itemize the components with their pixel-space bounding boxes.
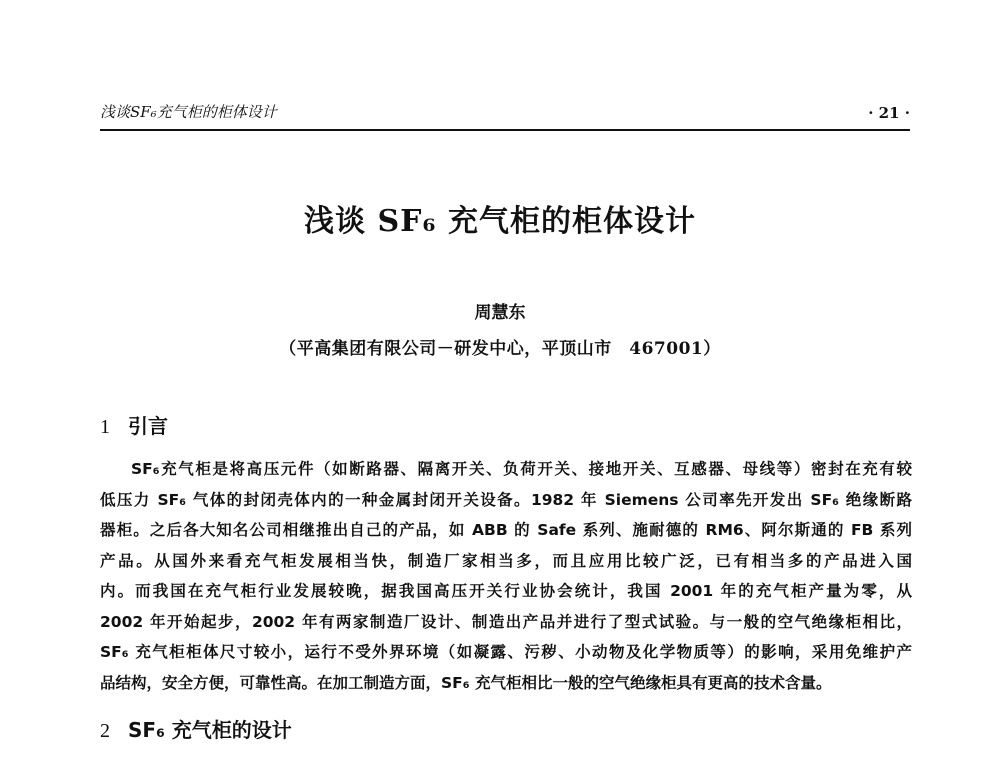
paragraph-line: 低压力 SF₆ 气体的封闭壳体内的一种金属封闭开关设备。1982 年 Siemens 公司率先开发出 SF₆ 绝缘断路	[100, 490, 912, 509]
paragraph-line: 2002 年开始起步，2002 年有两家制造厂设计、制造出产品并进行了型式试验。与一般的空气绝缘柜相比，	[100, 612, 912, 631]
author-name: 周慧东	[474, 303, 526, 323]
section-heading-introduction	[100, 410, 168, 439]
author-affiliation: （平高集团有限公司－研发中心，平顶山市 467001）	[279, 339, 721, 359]
paragraph-line: 器柜。之后各大知名公司相继推出自己的产品，如 ABB 的 Safe 系列、施耐德的 RM6、阿尔斯通的 FB 系列	[100, 521, 912, 539]
section-title: SF₆ 充气柜的设计	[128, 718, 292, 742]
paragraph-line: 内。而我国在充气柜行业发展较晚，据我国高压开关行业协会统计，我国 2001 年的充气柜产量为零，从	[100, 582, 912, 600]
introduction-paragraph	[100, 454, 912, 698]
paragraph-line: SF₆充气柜是将高压元件（如断路器、隔离开关、负荷开关、接地开关、互感器、母线等）密封在充有较	[131, 460, 912, 478]
section-number: 2	[100, 720, 110, 742]
paragraph-line: 产品。从国外来看充气柜发展相当快，制造厂家相当多，而且应用比较广泛，已有相当多的产品进入国	[100, 551, 912, 570]
paragraph-line: SF₆ 充气柜柜体尺寸较小，运行不受外界环境（如凝露、污秽、小动物及化学物质等）的影响，采用免维护产	[100, 643, 912, 661]
page-number: · 21 ·	[868, 104, 910, 122]
header-divider	[100, 129, 910, 131]
section-heading-design	[100, 714, 292, 743]
running-title: 浅谈SF₆充气柜的柜体设计	[100, 103, 277, 121]
paragraph-line: 品结构，安全方便，可靠性高。在加工制造方面，SF₆ 充气柜相比一般的空气绝缘柜具有更高的技术含量。	[100, 673, 832, 692]
section-number: 1	[100, 416, 110, 438]
running-header	[100, 100, 910, 122]
section-title: 引言	[128, 414, 168, 438]
article-title: 浅谈 SF₆ 充气柜的柜体设计	[304, 204, 696, 239]
